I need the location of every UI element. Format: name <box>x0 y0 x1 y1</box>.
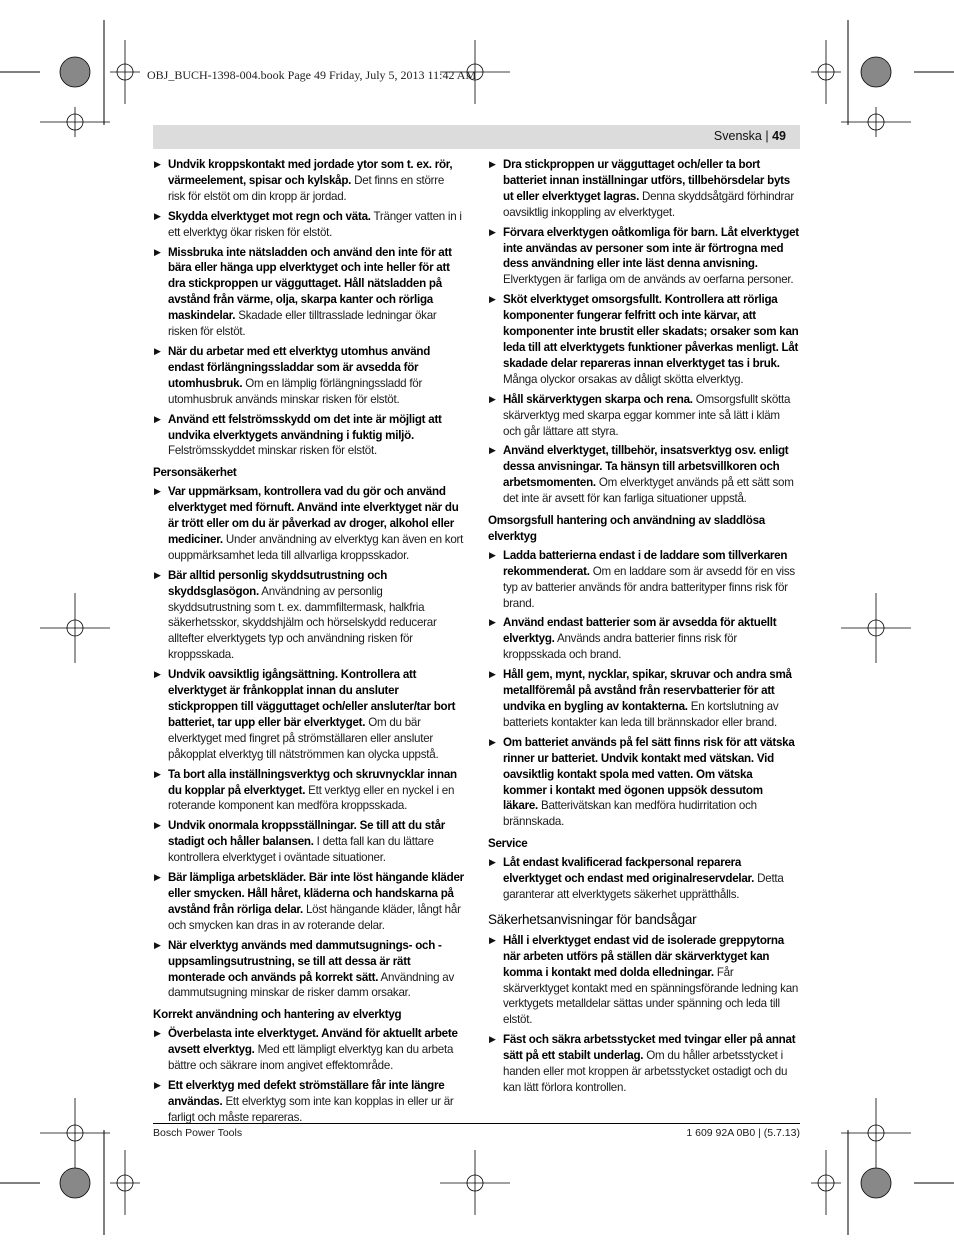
safety-item <box>153 667 464 762</box>
section-heading-bandsaw: Säkerhetsanvisningar för bandsågar <box>488 911 697 927</box>
bullet-triangle-icon: ▶ <box>489 934 496 945</box>
safety-item-instruction: Använd elverktyget, tillbehör, insatsverktyg osv. enligt dessa anvisningar. Ta hänsyn till arbetsvillkoren och arbetsmomenten. <box>503 444 789 490</box>
safety-item-explanation: Elverktygen är farliga om de används av oerfarna personer. <box>503 273 794 287</box>
safety-item-explanation: Omsorgsfullt skötta skärverktyg med skarpa eggar kommer inte så lätt i kläm och går lättare att styra. <box>503 392 791 438</box>
safety-item <box>488 292 799 387</box>
safety-item-instruction: Undvik oavsiktlig igångsättning. Kontrollera att elverktyget är frånkopplat innan du ansluter stickproppen till vägguttaget och/eller ansluter/tar bort batteriet, tar upp eller bär elverktyget. <box>168 668 456 729</box>
safety-item <box>488 667 799 731</box>
safety-item-instruction: Låt endast kvalificerad fackpersonal reparera elverktyget och endast med originalreservdelar. <box>503 856 755 886</box>
header-separator: | <box>765 129 769 143</box>
safety-item-instruction: Överbelasta inte elverktyget. Använd för aktuellt arbete avsett elverktyg. <box>168 1027 458 1057</box>
safety-item-explanation: Om elverktyget används på ett sätt som det inte är avsett för kan farliga situationer uppstå. <box>503 476 794 506</box>
safety-list-tool-use <box>488 157 799 507</box>
safety-item-instruction: Ladda batterierna endast i de laddare som tillverkaren rekommenderat. <box>503 548 788 578</box>
bullet-triangle-icon: ▶ <box>154 159 161 169</box>
safety-item-instruction: Missbruka inte nätsladden och använd den inte för att bära eller hänga upp elverktyget och inte heller för att dra stickproppen ur vägguttaget. Håll nätsladden på avstånd från värme, olja, skarpa kanter och rörliga maskindelar. <box>168 245 452 323</box>
bullet-triangle-icon: ▶ <box>489 669 496 680</box>
safety-item <box>153 568 464 663</box>
safety-item <box>488 225 799 289</box>
bullet-triangle-icon: ▶ <box>154 210 161 221</box>
safety-item-instruction: Använd ett felströmsskydd om det inte är möjligt att undvika elverktygets användning i fuktig miljö. <box>168 412 442 442</box>
safety-item <box>153 870 464 934</box>
safety-item-explanation: Denna skyddsåtgärd förhindrar oavsiktlig inkoppling av elverktyget. <box>503 189 794 219</box>
right-column <box>488 157 799 1100</box>
bullet-triangle-icon: ▶ <box>154 820 161 831</box>
safety-item <box>153 767 464 815</box>
safety-list-battery <box>488 548 799 830</box>
safety-item-instruction: Om batteriet används på fel sätt finns risk för att vätska rinner ur batteriet. Undvik kontakt med vätskan. Vid oavsiktlig kontakt spola med vatten. Om vätska kommer i kontakt med ögonen uppsök dessutom läkare. <box>503 735 795 813</box>
safety-item-instruction: Håll i elverktyget endast vid de isolerade greppytorna när arbeten utförs på ställen där skärverktyget kan komma i kontakt med dolda elledningar. <box>503 933 784 979</box>
page-header <box>153 125 800 149</box>
safety-item-explanation: Under användning av elverktyg kan även en kort ouppmärksamhet leda till allvarliga kroppsskador. <box>168 532 464 562</box>
safety-item-explanation: Felströmsskyddet minskar risken för elstöt. <box>168 444 377 458</box>
safety-item-instruction: Skydda elverktyget mot regn och väta. <box>168 209 371 223</box>
safety-item-instruction: Sköt elverktyget omsorgsfullt. Kontrollera att rörliga komponenter fungerar felfritt och inte kärvar, att komponenter inte brustit eller skadats; orsaker som kan leda till att elverktygets funktioner påverkas menligt. Låt skadade delar repareras innan elverktyget tas i bruk. <box>503 293 799 370</box>
safety-item-explanation: Tränger vatten in i ett elverktyg ökar risken för elstöt. <box>168 209 462 239</box>
bullet-triangle-icon: ▶ <box>489 1034 496 1045</box>
safety-item <box>488 443 799 507</box>
safety-item <box>488 615 799 663</box>
header-text <box>714 129 786 143</box>
bullet-triangle-icon: ▶ <box>489 617 496 628</box>
bullet-triangle-icon: ▶ <box>154 939 161 950</box>
safety-item <box>488 1032 799 1096</box>
safety-item-explanation: Om en laddare som är avsedd för en viss typ av batterier används för andra batterityper finns risk för brand. <box>503 564 795 610</box>
safety-item-explanation: Används andra batterier finns risk för kroppsskada och brand. <box>503 632 737 662</box>
bullet-triangle-icon: ▶ <box>154 872 161 883</box>
left-column <box>153 157 464 1130</box>
bullet-triangle-icon: ▶ <box>154 1079 161 1090</box>
safety-item-instruction: Fäst och säkra arbetsstycket med tvingar eller på annat sätt på ett stabilt underlag. <box>503 1033 796 1063</box>
safety-item <box>153 344 464 408</box>
bullet-triangle-icon: ▶ <box>154 413 161 424</box>
safety-item-explanation: Ett verktyg eller en nyckel i en roterande komponent kan medföra kroppsskada. <box>168 783 455 813</box>
safety-item-explanation: En kortslutning av batteriets kontakter kan leda till brännskador eller brand. <box>503 700 779 729</box>
bullet-triangle-icon: ▶ <box>489 159 496 169</box>
safety-item-instruction: Förvara elverktygen oåtkomliga för barn. Låt elverktyget inte användas av personer som inte är förtrogna med dess användning eller inte läst denna anvisning. <box>503 225 799 271</box>
footer-brand: Bosch Power Tools <box>153 1127 243 1139</box>
safety-item <box>153 1026 464 1074</box>
safety-item-instruction: Använd endast batterier som är avsedda för aktuellt elverktyg. <box>503 616 777 646</box>
bullet-triangle-icon: ▶ <box>154 345 161 356</box>
safety-item-explanation: Skadade eller tilltrasslade ledningar ökar risken för elstöt. <box>168 309 437 339</box>
bullet-triangle-icon: ▶ <box>154 569 161 580</box>
safety-item-explanation: Om du bär elverktyget med fingret på strömställaren eller ansluter påkopplat elverktyg till nätströmmen kan olycka uppstå. <box>168 715 439 761</box>
header-language: Svenska <box>713 129 762 143</box>
safety-item-instruction: Ta bort alla inställningsverktyg och skruvnycklar innan du kopplar på elverktyget. <box>168 767 457 797</box>
safety-item <box>488 548 799 612</box>
safety-item <box>488 392 799 440</box>
safety-item-instruction: Ett elverktyg med defekt strömställare får inte längre användas. <box>168 1078 445 1108</box>
safety-item-instruction: När du arbetar med ett elverktyg utomhus använd endast förlängningssladdar som är avsedda för utomhusbruk. <box>168 344 431 390</box>
safety-item-explanation: Användning av dammutsugning minskar de risker damm orsakar. <box>168 970 455 1000</box>
safety-item <box>153 209 464 241</box>
bullet-triangle-icon: ▶ <box>489 445 496 456</box>
page-number: 49 <box>772 129 786 143</box>
safety-item <box>153 245 464 340</box>
safety-item-explanation: Det finns en större risk för elstöt om din kropp är jordad. <box>168 173 445 203</box>
safety-item-explanation: Detta garanterar att elverktygets säkerhet upprätthålls. <box>503 872 784 901</box>
safety-item-explanation: Användning av personlig skyddsutrustning som t. ex. dammfiltermask, halkfria säkerhetsskor, skyddshjälm och hörselskydd reducerar alltefter elverktygets typ och användning risken för kroppsskada. <box>168 584 437 662</box>
safety-item <box>488 933 799 1028</box>
bullet-triangle-icon: ▶ <box>489 549 496 560</box>
safety-item <box>153 484 464 564</box>
bullet-triangle-icon: ▶ <box>154 486 161 497</box>
footer-doc-number: 1 609 92A 0B0 | (5.7.13) <box>686 1127 800 1139</box>
bullet-triangle-icon: ▶ <box>154 1028 161 1039</box>
bullet-triangle-icon: ▶ <box>489 393 496 404</box>
bullet-triangle-icon: ▶ <box>489 736 496 747</box>
safety-item-explanation: Löst hängande kläder, långt hår och smycken kan dras in av roterande delar. <box>168 902 461 932</box>
safety-item-explanation: Många olyckor orsakas av dåligt skötta elverktyg. <box>503 372 744 386</box>
safety-item <box>153 412 464 460</box>
safety-item <box>488 855 799 903</box>
section-title-personal: Personsäkerhet <box>153 466 237 480</box>
bullet-triangle-icon: ▶ <box>154 768 161 779</box>
safety-item-explanation: Om en lämplig förlängningssladd för utomhusbruk används minskar risken för elstöt. <box>168 376 423 406</box>
safety-item-instruction: Bär alltid personlig skyddsutrustning och skyddsglasögon. <box>168 568 388 598</box>
section-title-battery: Omsorgsfull hantering och användning av sladdlösa elverktyg <box>488 514 765 543</box>
bullet-triangle-icon: ▶ <box>489 857 496 868</box>
safety-item-instruction: Håll gem, mynt, nycklar, spikar, skruvar och andra små metallföremål på avstånd från reservbatterier för att undvika en bygling av kontakterna. <box>503 668 792 713</box>
safety-item-instruction: När elverktyg används med dammutsugnings- och -uppsamlingsutrustning, se till att dessa är rätt monterade och används på korrekt sätt. <box>168 938 442 984</box>
bullet-triangle-icon: ▶ <box>154 246 161 257</box>
safety-item-explanation: I detta fall kan du lättare kontrollera elverktyget i oväntade situationer. <box>168 835 434 865</box>
bullet-triangle-icon: ▶ <box>489 226 496 237</box>
safety-list-electrical <box>153 157 464 459</box>
safety-item <box>488 735 799 830</box>
safety-list-bandsaw <box>488 933 799 1096</box>
safety-item-instruction: Var uppmärksam, kontrollera vad du gör och använd elverktyget med förnuft. Använd inte elverktyget när du är trött eller om du är påverkad av droger, alkohol eller mediciner. <box>168 485 459 546</box>
safety-list-correct-use <box>153 1026 464 1125</box>
safety-list-service <box>488 855 799 903</box>
safety-item-explanation: Batterivätskan kan medföra hudirritation och brännskada. <box>503 799 757 829</box>
safety-item-instruction: Håll skärverktygen skarpa och rena. <box>503 392 693 406</box>
safety-item-instruction: Bär lämpliga arbetskläder. Bär inte löst hängande kläder eller smycken. Håll håret, kläderna och handskarna på avstånd från rörliga delar. <box>168 871 464 916</box>
footer-rule <box>153 1123 800 1124</box>
safety-item-explanation: Får skärverktyget kontakt med en spänningsförande ledning kan verktygets metalldelar sättas under spänning och leda till elstöt. <box>503 965 799 1027</box>
safety-item-explanation: Med ett lämpligt elverktyg kan du arbeta bättre och säkrare inom angivet effektområde. <box>168 1043 454 1073</box>
safety-item <box>488 157 799 221</box>
safety-item-explanation: Ett elverktyg som inte kan kopplas in eller ur är farligt och måste repareras. <box>168 1094 454 1124</box>
section-title-correct-use: Korrekt användning och hantering av elverktyg <box>153 1008 402 1022</box>
safety-list-personal <box>153 484 464 1001</box>
bullet-triangle-icon: ▶ <box>154 669 161 680</box>
safety-item-instruction: Undvik onormala kroppsställningar. Se till att du står stadigt och håller balansen. <box>168 819 446 849</box>
section-title-service: Service <box>488 837 528 851</box>
safety-item <box>153 1078 464 1126</box>
safety-item-explanation: Om du håller arbetsstycket i handen eller mot kroppen är arbetsstycket ostadigt och du kan lätt förlora kontrollen. <box>503 1049 788 1094</box>
safety-item-instruction: Undvik kroppskontakt med jordade ytor som t. ex. rör, värmeelement, spisar och kylskåp. <box>168 158 453 187</box>
safety-item-instruction: Dra stickproppen ur vägguttaget och/eller ta bort batteriet innan inställningar utförs, tillbehörsdelar byts ut eller elverktyget lagras. <box>503 158 790 203</box>
bullet-triangle-icon: ▶ <box>489 294 496 305</box>
print-info: OBJ_BUCH-1398-004.book Page 49 Friday, July 5, 2013 11:42 AM <box>147 68 477 82</box>
safety-item <box>153 157 464 205</box>
safety-item <box>153 818 464 866</box>
safety-item <box>153 938 464 1002</box>
